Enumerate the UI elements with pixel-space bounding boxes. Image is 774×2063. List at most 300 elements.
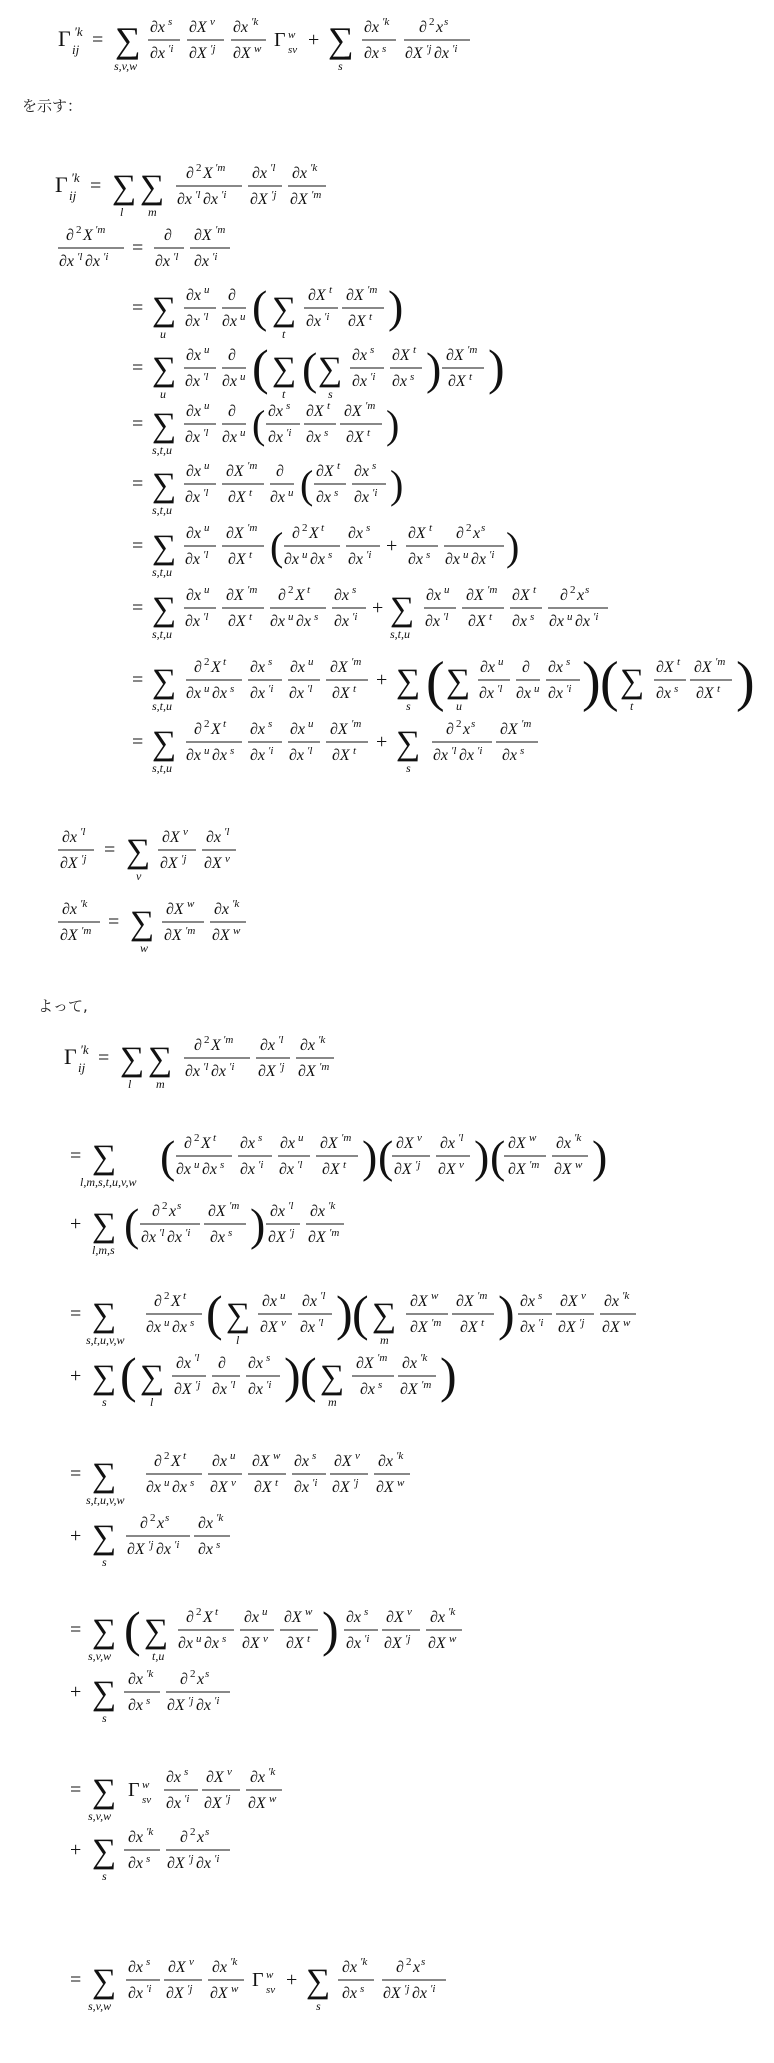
svg-text:′k: ′k <box>310 162 318 174</box>
svg-text:s: s <box>352 584 357 596</box>
svg-text:′m: ′m <box>81 925 92 937</box>
svg-text:∂X: ∂X <box>166 901 184 918</box>
svg-text:∂X: ∂X <box>306 403 324 420</box>
svg-text:u: u <box>204 584 210 596</box>
svg-text:′i: ′i <box>324 311 330 323</box>
svg-text:∂x: ∂x <box>252 165 268 182</box>
svg-text:′i: ′i <box>452 43 458 55</box>
derivation-svg <box>0 160 774 820</box>
svg-text:s: s <box>314 611 319 623</box>
svg-text:′l: ′l <box>173 251 179 263</box>
svg-text:∑: ∑ <box>390 591 415 628</box>
svg-text:∂x: ∂x <box>198 1515 214 1532</box>
svg-text:∂x: ∂x <box>150 19 166 36</box>
svg-text:s: s <box>220 1159 225 1171</box>
svg-text:∂: ∂ <box>560 587 568 604</box>
svg-text:∂X: ∂X <box>252 1453 270 1470</box>
svg-text:(: ( <box>490 1131 506 1182</box>
svg-text:′m: ′m <box>367 284 378 296</box>
svg-text:v: v <box>459 1159 464 1171</box>
svg-text:s: s <box>190 1317 195 1329</box>
svg-text:∂x: ∂x <box>440 1135 456 1152</box>
svg-text:(: ( <box>160 1131 176 1182</box>
svg-text:+: + <box>386 535 398 557</box>
svg-text:w: w <box>575 1159 583 1171</box>
svg-text:∂x: ∂x <box>186 403 202 420</box>
svg-text:u: u <box>194 1159 200 1171</box>
svg-text:∂x: ∂x <box>408 551 424 568</box>
svg-text:∑: ∑ <box>148 1041 173 1078</box>
svg-text:′l: ′l <box>497 683 503 695</box>
svg-text:=: = <box>70 1303 82 1325</box>
svg-text:∂: ∂ <box>278 587 286 604</box>
svg-text:∂x: ∂x <box>425 613 441 630</box>
svg-text:′l: ′l <box>443 611 449 623</box>
svg-text:v: v <box>136 869 142 883</box>
svg-text:∑: ∑ <box>152 529 177 566</box>
svg-text:(: ( <box>426 651 445 713</box>
svg-text:∂X: ∂X <box>468 613 486 630</box>
svg-text:∂x: ∂x <box>290 721 306 738</box>
svg-text:w: w <box>269 1793 277 1805</box>
svg-text:′m: ′m <box>467 344 478 356</box>
svg-text:): ) <box>362 1131 378 1182</box>
svg-text:′k: ′k <box>360 1956 368 1968</box>
svg-text:∂X: ∂X <box>400 1381 418 1398</box>
svg-text:s: s <box>316 1999 321 2013</box>
svg-text:w: w <box>305 1606 313 1618</box>
svg-text:′i: ′i <box>184 1793 190 1805</box>
svg-text:∂x: ∂x <box>656 685 672 702</box>
svg-text:(: ( <box>206 1285 223 1341</box>
svg-text:∂x: ∂x <box>155 253 171 270</box>
svg-text:∂X: ∂X <box>210 1479 228 1496</box>
svg-text:∂X: ∂X <box>394 1161 412 1178</box>
svg-text:∂X: ∂X <box>512 587 530 604</box>
svg-text:s: s <box>410 371 415 383</box>
svg-text:∂x: ∂x <box>520 1293 536 1310</box>
svg-text:∂x: ∂x <box>176 1161 192 1178</box>
svg-text:+: + <box>286 1969 298 1991</box>
svg-text:′i: ′i <box>370 371 376 383</box>
derivation-block <box>0 160 774 825</box>
svg-text:t: t <box>223 656 227 668</box>
svg-text:∂X: ∂X <box>428 1635 446 1652</box>
svg-text:′l: ′l <box>307 745 313 757</box>
svg-text:=: = <box>70 1145 82 1167</box>
svg-text:∂X: ∂X <box>60 927 78 944</box>
svg-text:∂x: ∂x <box>556 1135 572 1152</box>
svg-text:sv: sv <box>266 1984 276 1996</box>
svg-text:(: ( <box>302 343 318 394</box>
svg-text:s: s <box>168 16 173 28</box>
svg-text:): ) <box>592 1131 608 1182</box>
svg-text:Γ: Γ <box>252 1969 264 1991</box>
svg-text:w: w <box>288 29 296 41</box>
svg-text:′m: ′m <box>377 1352 388 1364</box>
svg-text:∂X: ∂X <box>330 721 348 738</box>
svg-text:′j: ′j <box>210 43 216 55</box>
svg-text:): ) <box>488 339 505 395</box>
svg-text:w: w <box>140 941 149 955</box>
svg-text:∂x: ∂x <box>185 551 201 568</box>
svg-text:∂x: ∂x <box>300 1037 316 1054</box>
svg-text:∂X: ∂X <box>348 313 366 330</box>
svg-text:∂X: ∂X <box>322 1161 340 1178</box>
svg-text:′j: ′j <box>415 1159 421 1171</box>
svg-text:′l: ′l <box>203 1061 209 1073</box>
svg-text:′k: ′k <box>574 1132 582 1144</box>
equation-target <box>0 0 774 90</box>
svg-text:∂X: ∂X <box>344 403 362 420</box>
svg-text:Γ: Γ <box>64 1044 77 1069</box>
svg-text:sv: sv <box>288 44 298 56</box>
svg-text:′l: ′l <box>203 371 209 383</box>
svg-text:l,m,s,t,u,v,w: l,m,s,t,u,v,w <box>80 1175 137 1189</box>
svg-text:X: X <box>203 1609 213 1626</box>
svg-text:∂x: ∂x <box>166 1769 182 1786</box>
svg-text:′j: ′j <box>148 1539 154 1551</box>
svg-text:): ) <box>426 343 442 394</box>
svg-text:=: = <box>70 1463 82 1485</box>
svg-text:(: ( <box>270 524 284 569</box>
svg-text:∂x: ∂x <box>128 1959 144 1976</box>
svg-text:X: X <box>211 659 221 676</box>
jacobian-svg <box>0 820 774 970</box>
svg-text:∂x: ∂x <box>262 1293 278 1310</box>
svg-text:∂x: ∂x <box>294 1453 310 1470</box>
svg-text:∂X: ∂X <box>206 1769 224 1786</box>
svg-text:∂X: ∂X <box>332 747 350 764</box>
svg-text:=: = <box>108 911 120 933</box>
svg-text:∂x: ∂x <box>346 1609 362 1626</box>
svg-text:X: X <box>295 587 305 604</box>
svg-text:∂: ∂ <box>522 659 530 676</box>
svg-text:2: 2 <box>456 718 462 730</box>
svg-text:∂x: ∂x <box>62 901 78 918</box>
svg-text:t: t <box>369 311 373 323</box>
svg-text:Γ: Γ <box>55 172 68 197</box>
svg-text:l: l <box>236 1333 240 1347</box>
svg-text:′l: ′l <box>203 611 209 623</box>
svg-text:u: u <box>444 584 450 596</box>
svg-text:s: s <box>205 1668 210 1680</box>
svg-text:u: u <box>288 487 294 499</box>
svg-text:u: u <box>204 400 210 412</box>
svg-text:w: w <box>273 1450 281 1462</box>
svg-text:=: = <box>90 175 102 197</box>
svg-text:∑: ∑ <box>152 467 177 504</box>
svg-text:w: w <box>231 1983 239 1995</box>
svg-text:∑: ∑ <box>152 351 177 388</box>
svg-text:′j: ′j <box>289 1227 295 1239</box>
svg-text:∂X: ∂X <box>410 1293 428 1310</box>
svg-text:t: t <box>481 1317 485 1329</box>
svg-text:∂x: ∂x <box>167 1229 183 1246</box>
svg-text:∂x: ∂x <box>250 1769 266 1786</box>
svg-text:∂X: ∂X <box>226 463 244 480</box>
svg-text:∂: ∂ <box>184 1135 192 1152</box>
svg-text:∂X: ∂X <box>228 613 246 630</box>
svg-text:′m: ′m <box>715 656 726 668</box>
svg-text:w: w <box>233 925 241 937</box>
svg-text:∂X: ∂X <box>508 1161 526 1178</box>
svg-text:v: v <box>355 1450 360 1462</box>
svg-text:2: 2 <box>150 1512 156 1524</box>
svg-text:v: v <box>189 1956 194 1968</box>
svg-text:′m: ′m <box>223 1034 234 1046</box>
svg-text:∂X: ∂X <box>290 191 308 208</box>
svg-text:∂x: ∂x <box>548 685 564 702</box>
svg-text:′i: ′i <box>352 611 358 623</box>
svg-text:(: ( <box>252 339 269 395</box>
svg-text:∂X: ∂X <box>210 1985 228 2002</box>
svg-text:′l: ′l <box>278 1034 284 1046</box>
svg-text:t: t <box>183 1290 187 1302</box>
svg-text:∂X: ∂X <box>456 1293 474 1310</box>
svg-text:∂x: ∂x <box>334 587 350 604</box>
svg-text:′m: ′m <box>351 718 362 730</box>
svg-text:t: t <box>307 1633 311 1645</box>
svg-text:(: ( <box>124 1601 141 1657</box>
svg-text:∂x: ∂x <box>204 1635 220 1652</box>
svg-text:2: 2 <box>204 718 210 730</box>
svg-text:∂x: ∂x <box>296 613 312 630</box>
svg-text:u: u <box>534 683 540 695</box>
svg-text:∂X: ∂X <box>656 659 674 676</box>
svg-text:∂X: ∂X <box>500 721 518 738</box>
svg-text:u: u <box>196 1633 202 1645</box>
svg-text:′i: ′i <box>221 189 227 201</box>
svg-text:∂X: ∂X <box>346 287 364 304</box>
svg-text:∂X: ∂X <box>446 347 464 364</box>
svg-text:′l: ′l <box>297 1159 303 1171</box>
svg-text:′m: ′m <box>247 460 258 472</box>
svg-text:s: s <box>205 1826 210 1838</box>
svg-text:Γ: Γ <box>274 29 286 51</box>
svg-text:m: m <box>156 1077 165 1091</box>
svg-text:v: v <box>407 1606 412 1618</box>
svg-text:s: s <box>360 1983 365 1995</box>
svg-text:∂X: ∂X <box>356 1355 374 1372</box>
svg-text:′l: ′l <box>77 251 83 263</box>
svg-text:2: 2 <box>162 1200 168 1212</box>
svg-text:′j: ′j <box>426 43 432 55</box>
svg-text:X: X <box>211 721 221 738</box>
svg-text:′l: ′l <box>203 487 209 499</box>
svg-text:l,m,s: l,m,s <box>92 1243 115 1257</box>
svg-text:u: u <box>567 611 573 623</box>
svg-text:∑: ∑ <box>92 1139 117 1176</box>
svg-text:s,t,u,v,w: s,t,u,v,w <box>86 1493 125 1507</box>
svg-text:∑: ∑ <box>372 1297 397 1334</box>
svg-text:s: s <box>165 1512 170 1524</box>
svg-text:′i: ′i <box>366 549 372 561</box>
svg-text:∂x: ∂x <box>212 685 228 702</box>
svg-text:(: ( <box>124 1199 140 1250</box>
svg-text:(: ( <box>300 462 314 507</box>
svg-text:u: u <box>240 371 246 383</box>
svg-text:∑: ∑ <box>92 1457 117 1494</box>
svg-text:∂x: ∂x <box>268 403 284 420</box>
svg-text:∂: ∂ <box>152 1203 160 1220</box>
svg-text:∂x: ∂x <box>185 613 201 630</box>
svg-text:s: s <box>230 745 235 757</box>
svg-text:∑: ∑ <box>92 1833 117 1870</box>
svg-text:l: l <box>120 205 124 219</box>
svg-text:t: t <box>213 1132 217 1144</box>
svg-text:u: u <box>240 311 246 323</box>
svg-text:∂x: ∂x <box>128 1985 144 2002</box>
svg-text:x: x <box>197 1671 205 1688</box>
svg-text:u: u <box>288 611 294 623</box>
svg-text:′l: ′l <box>230 1379 236 1391</box>
svg-text:′i: ′i <box>146 1983 152 1995</box>
equation-target-svg <box>0 0 774 85</box>
svg-text:∂X: ∂X <box>334 1453 352 1470</box>
svg-text:∑: ∑ <box>92 1675 117 1712</box>
svg-text:t: t <box>489 611 493 623</box>
svg-text:′m: ′m <box>341 1132 352 1144</box>
svg-text:t: t <box>533 584 537 596</box>
svg-text:t: t <box>282 387 286 401</box>
svg-text:∂: ∂ <box>194 721 202 738</box>
svg-text:s: s <box>338 59 343 73</box>
svg-text:′m: ′m <box>229 1200 240 1212</box>
svg-text:u: u <box>204 284 210 296</box>
svg-text:∂X: ∂X <box>167 1855 185 1872</box>
svg-text:∑: ∑ <box>152 291 177 328</box>
svg-text:′m: ′m <box>351 656 362 668</box>
svg-text:∂X: ∂X <box>696 685 714 702</box>
svg-text:∂x: ∂x <box>222 373 238 390</box>
svg-text:t: t <box>353 745 357 757</box>
svg-text:∂X: ∂X <box>162 829 180 846</box>
svg-text:′i: ′i <box>372 487 378 499</box>
svg-text:∂X: ∂X <box>376 1479 394 1496</box>
svg-text:s: s <box>674 683 679 695</box>
svg-text:∂X: ∂X <box>298 1063 316 1080</box>
svg-text:+: + <box>376 731 388 753</box>
svg-text:∂x: ∂x <box>212 1959 228 1976</box>
svg-text:u: u <box>230 1450 236 1462</box>
svg-text:′l: ′l <box>80 826 86 838</box>
svg-text:x: x <box>436 19 444 36</box>
svg-text:∂X: ∂X <box>554 1161 572 1178</box>
svg-text:∂x: ∂x <box>250 747 266 764</box>
svg-text:∂X: ∂X <box>320 1135 338 1152</box>
svg-text:∂x: ∂x <box>202 1161 218 1178</box>
svg-text:∂x: ∂x <box>248 1381 264 1398</box>
svg-text:=: = <box>70 1619 82 1641</box>
svg-text:∂X: ∂X <box>410 1319 428 1336</box>
svg-text:∂x: ∂x <box>194 253 210 270</box>
svg-text:∂X: ∂X <box>258 1063 276 1080</box>
svg-text:s: s <box>406 699 411 713</box>
svg-text:∂X: ∂X <box>189 19 207 36</box>
svg-text:∑: ∑ <box>140 1359 165 1396</box>
svg-text:∑: ∑ <box>130 905 155 942</box>
svg-text:): ) <box>474 1131 490 1182</box>
svg-text:′j: ′j <box>81 853 87 865</box>
svg-text:u: u <box>160 387 166 401</box>
svg-text:t: t <box>215 1606 219 1618</box>
svg-text:∂X: ∂X <box>189 45 207 62</box>
svg-text:′i: ′i <box>214 1853 220 1865</box>
svg-text:∂x: ∂x <box>292 165 308 182</box>
svg-text:u: u <box>204 683 210 695</box>
svg-text:∂x: ∂x <box>289 685 305 702</box>
svg-text:∂X: ∂X <box>694 659 712 676</box>
svg-text:∂x: ∂x <box>294 1479 310 1496</box>
svg-text:u: u <box>498 656 504 668</box>
svg-text:′k: ′k <box>448 1606 456 1618</box>
svg-text:′m: ′m <box>319 1061 330 1073</box>
svg-text:w: w <box>254 43 262 55</box>
svg-text:∂x: ∂x <box>426 587 442 604</box>
svg-text:′i: ′i <box>268 745 274 757</box>
svg-text:∂x: ∂x <box>290 659 306 676</box>
svg-text:s: s <box>102 1711 107 1725</box>
svg-text:′i: ′i <box>174 1539 180 1551</box>
svg-text:∂: ∂ <box>276 463 284 480</box>
svg-text:s: s <box>286 400 291 412</box>
svg-text:=: = <box>92 29 104 51</box>
svg-text:∂x: ∂x <box>445 551 461 568</box>
svg-text:∂X: ∂X <box>204 855 222 872</box>
svg-text:t: t <box>249 549 253 561</box>
svg-text:2: 2 <box>196 162 202 174</box>
svg-text:′l: ′l <box>270 162 276 174</box>
svg-text:′l: ′l <box>224 826 230 838</box>
svg-text:∂x: ∂x <box>354 489 370 506</box>
svg-text:∂x: ∂x <box>479 685 495 702</box>
svg-text:(: ( <box>378 1131 394 1182</box>
svg-text:∂x: ∂x <box>260 1037 276 1054</box>
svg-text:∑: ∑ <box>318 351 343 388</box>
svg-text:′k: ′k <box>420 1352 428 1364</box>
svg-text:w: w <box>623 1317 631 1329</box>
svg-text:∑: ∑ <box>126 833 151 870</box>
svg-text:m: m <box>328 1395 337 1409</box>
svg-text:=: = <box>98 1047 110 1069</box>
svg-text:X: X <box>171 1453 181 1470</box>
svg-text:∂x: ∂x <box>412 1985 428 2002</box>
svg-text:∂X: ∂X <box>168 1959 186 1976</box>
svg-text:s: s <box>268 718 273 730</box>
svg-text:s,v,w: s,v,w <box>88 1809 112 1823</box>
svg-text:∂x: ∂x <box>512 613 528 630</box>
svg-text:): ) <box>386 402 400 447</box>
svg-text:′m: ′m <box>215 162 226 174</box>
svg-text:∂X: ∂X <box>60 855 78 872</box>
svg-text:s: s <box>426 549 431 561</box>
svg-text:∂X: ∂X <box>160 855 178 872</box>
svg-text:s: s <box>146 1853 151 1865</box>
svg-text:′k: ′k <box>232 898 240 910</box>
svg-text:∂x: ∂x <box>85 253 101 270</box>
final-derivation <box>0 1030 774 2063</box>
svg-text:′i: ′i <box>268 683 274 695</box>
svg-text:): ) <box>390 462 404 507</box>
svg-text:2: 2 <box>466 522 472 534</box>
svg-text:′k: ′k <box>622 1290 630 1302</box>
svg-text:∑: ∑ <box>446 663 471 700</box>
svg-text:s: s <box>366 522 371 534</box>
svg-text:(: ( <box>120 1347 137 1403</box>
svg-text:2: 2 <box>196 1606 202 1618</box>
svg-text:∑: ∑ <box>320 1359 345 1396</box>
